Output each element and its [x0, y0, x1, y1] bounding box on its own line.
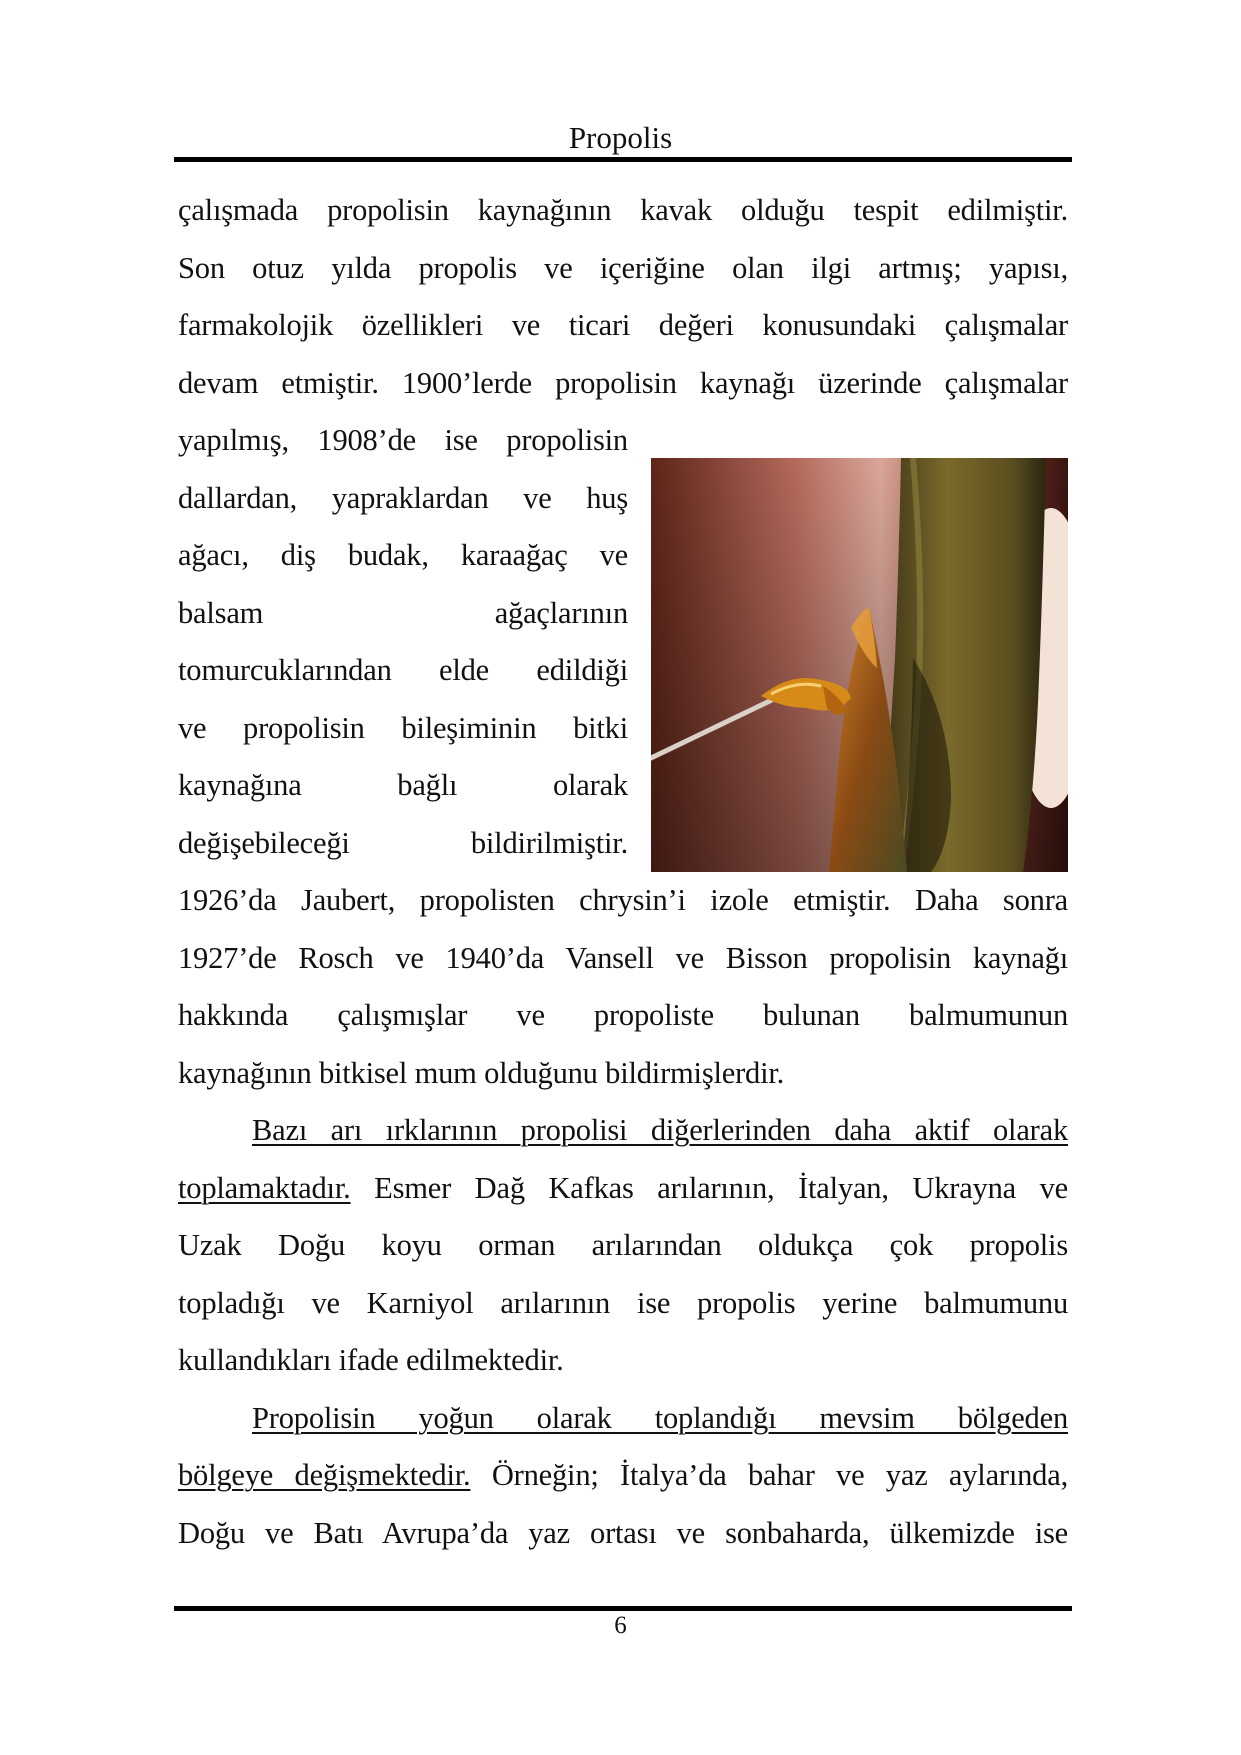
text-line: [178, 1168, 1068, 1208]
text-line: dallardan, yapraklardan ve huş: [178, 481, 628, 515]
text-line: [252, 1398, 1068, 1438]
text-line: 1926’da Jaubert, propolisten chrysin’i izole etmiştir. Daha sonra: [178, 883, 1068, 917]
underlined-text: toplamaktadır.: [178, 1171, 351, 1205]
text-line: ağacı, diş budak, karaağaç ve: [178, 538, 628, 572]
text-line: kaynağının bitkisel mum olduğunu bildirmişlerdir.: [178, 1056, 785, 1090]
text-line: kaynağına bağlı olarak: [178, 768, 628, 802]
text-line: yapılmış, 1908’de ise propolisin: [178, 423, 628, 457]
text-line: [178, 1455, 1068, 1495]
text-line: devam etmiştir. 1900’lerde propolisin kaynağı üzerinde çalışmalar: [178, 366, 1068, 400]
underlined-text: Propolisin yoğun olarak toplandığı mevsim bölgeden: [252, 1401, 1068, 1435]
text-line: hakkında çalışmışlar ve propoliste bulunan balmumunun: [178, 998, 1068, 1032]
text-line: tomurcuklarından elde edildiği: [178, 653, 628, 687]
header-rule: [174, 157, 1072, 162]
underlined-text: Bazı arı ırklarının propolisi diğerlerinden daha aktif olarak: [252, 1113, 1068, 1147]
text-line: değişebileceği bildirilmiştir.: [178, 826, 628, 860]
page-header-title: Propolis: [568, 120, 673, 155]
underlined-text: bölgeye değişmektedir.: [178, 1458, 471, 1492]
text-line: topladığı ve Karniyol arılarının ise propolis yerine balmumunu: [178, 1286, 1068, 1320]
propolis-photo: [651, 458, 1068, 872]
text-line: Son otuz yılda propolis ve içeriğine olan ilgi artmış; yapısı,: [178, 251, 1068, 285]
text-span: Örneğin; İtalya’da bahar ve yaz aylarında,: [470, 1458, 1068, 1492]
text-span: Esmer Dağ Kafkas arılarının, İtalyan, Ukrayna ve: [350, 1171, 1068, 1205]
text-line: kullandıkları ifade edilmektedir.: [178, 1343, 564, 1377]
text-line: Uzak Doğu koyu orman arılarından oldukça çok propolis: [178, 1228, 1068, 1262]
text-line: çalışmada propolisin kaynağının kavak olduğu tespit edilmiştir.: [178, 193, 1068, 227]
text-line: farmakolojik özellikleri ve ticari değeri konusundaki çalışmalar: [178, 308, 1068, 342]
text-line: Doğu ve Batı Avrupa’da yaz ortası ve sonbaharda, ülkemizde ise: [178, 1516, 1068, 1550]
text-line: balsam ağaçlarının: [178, 596, 628, 630]
text-line: ve propolisin bileşiminin bitki: [178, 711, 628, 745]
page-number: 6: [614, 1612, 627, 1639]
text-line: [252, 1110, 1068, 1150]
text-line: 1927’de Rosch ve 1940’da Vansell ve Bisson propolisin kaynağı: [178, 941, 1068, 975]
